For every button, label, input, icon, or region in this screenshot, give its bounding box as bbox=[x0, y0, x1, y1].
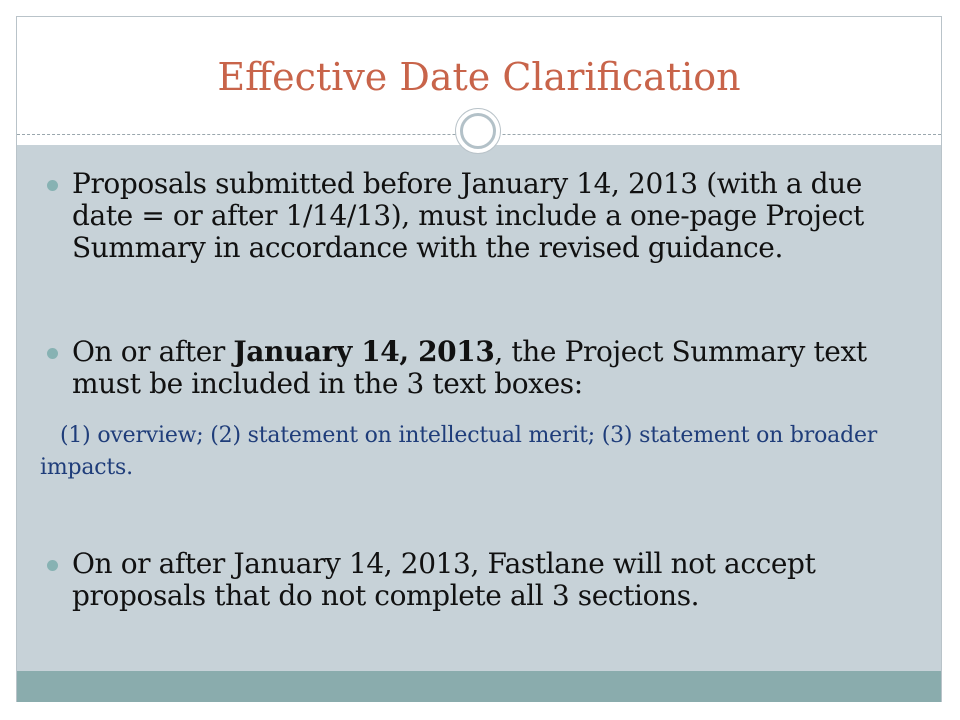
bullet-dot-icon bbox=[47, 180, 58, 191]
bullet-dot-icon bbox=[47, 560, 58, 571]
bullet-dot-icon bbox=[47, 348, 58, 359]
footer-band bbox=[17, 671, 941, 702]
bullet-1: Proposals submitted before January 14, 2013 (with a due date = or after 1/14/13), must include a one-page Project Summary in accordance with the revised guidance. bbox=[72, 167, 864, 264]
sub-text: (1) overview; (2) statement on intellectual merit; (3) statement on broader impacts. bbox=[40, 423, 878, 480]
slide-title: Effective Date Clarification bbox=[217, 55, 741, 99]
bullet-2-prefix: On or after bbox=[72, 335, 234, 368]
circle-ornament-icon bbox=[455, 108, 501, 154]
bullet-2-bold-date: January 14, 2013 bbox=[233, 335, 495, 368]
bullet-2 bbox=[72, 336, 922, 400]
bullet-2-suffix: , the Project Summary text must be included in the 3 text boxes: bbox=[72, 335, 867, 400]
bullet-3: On or after January 14, 2013, Fastlane will not accept proposals that do not complete all 3 sections. bbox=[72, 547, 816, 612]
